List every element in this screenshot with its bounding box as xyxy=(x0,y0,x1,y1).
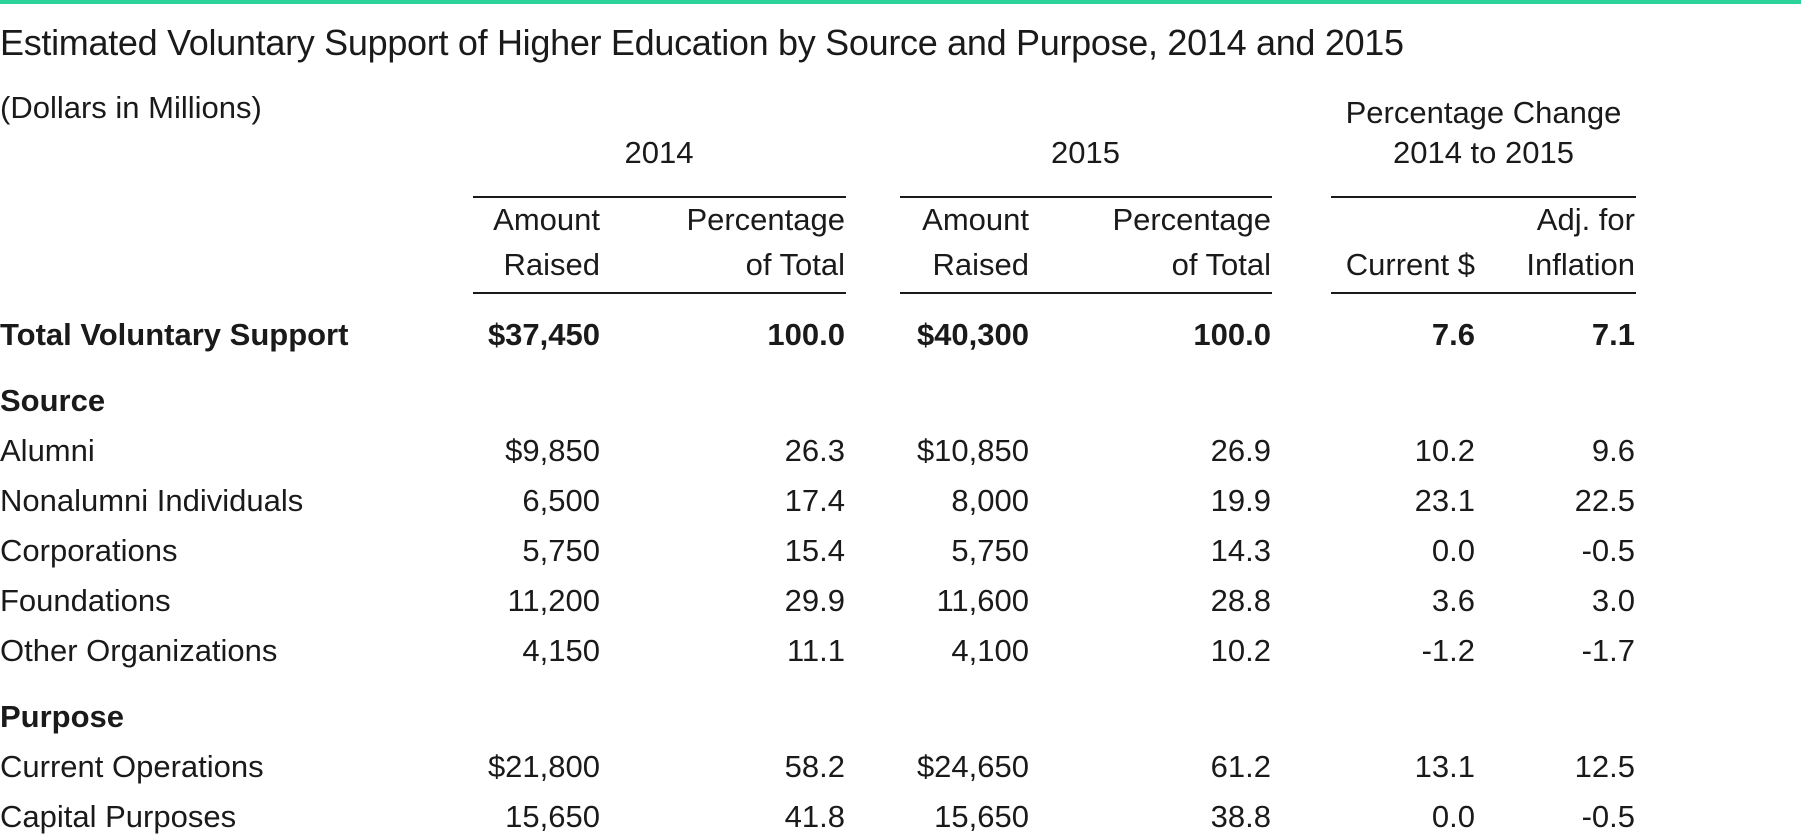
cell-amount-2015: $10,850 xyxy=(916,433,1029,468)
row-label: Foundations xyxy=(0,583,171,618)
header-current-dollars: Current $ xyxy=(1345,247,1475,282)
rule-2015-group xyxy=(900,196,1272,198)
cell-amount-2014: 15,650 xyxy=(505,799,600,834)
cell-pct-2014: 15.4 xyxy=(784,533,845,568)
header-pct-2014-line2: of Total xyxy=(745,247,845,282)
cell-pct-2015: 19.9 xyxy=(1210,483,1271,518)
cell-change-adj: -0.5 xyxy=(1581,799,1635,834)
cell-amount-2015: 11,600 xyxy=(936,583,1029,618)
header-amount-2015-line1: Amount xyxy=(922,202,1029,237)
header-pct-2014-line1: Percentage xyxy=(686,202,845,237)
header-amount-2015-line2: Raised xyxy=(932,247,1029,282)
top-accent-rule xyxy=(0,0,1801,4)
cell-change-current: 13.1 xyxy=(1414,749,1475,784)
cell-change-adj: -1.7 xyxy=(1581,633,1635,668)
cell-change-adj: 3.0 xyxy=(1591,583,1635,618)
cell-change-current: 3.6 xyxy=(1431,583,1475,618)
cell-pct-2014: 100.0 xyxy=(767,317,845,352)
cell-amount-2014: 5,750 xyxy=(522,533,600,568)
row-label: Nonalumni Individuals xyxy=(0,483,304,518)
row-label: Total Voluntary Support xyxy=(0,317,349,352)
header-pct-change-line1: Percentage Change xyxy=(1345,95,1622,130)
rule-2014-columns xyxy=(473,292,846,294)
cell-pct-2015: 61.2 xyxy=(1210,749,1271,784)
rule-2014-group xyxy=(473,196,846,198)
cell-amount-2015: 15,650 xyxy=(934,799,1029,834)
cell-change-current: 0.0 xyxy=(1431,533,1475,568)
cell-amount-2014: $21,800 xyxy=(487,749,600,784)
cell-pct-2014: 41.8 xyxy=(784,799,845,834)
cell-pct-2015: 26.9 xyxy=(1210,433,1271,468)
cell-change-adj: 9.6 xyxy=(1591,433,1635,468)
section-heading-source: Source xyxy=(0,383,106,418)
cell-change-current: 0.0 xyxy=(1431,799,1475,834)
cell-amount-2015: $40,300 xyxy=(916,317,1029,352)
cell-pct-2014: 29.9 xyxy=(784,583,845,618)
cell-amount-2015: 8,000 xyxy=(951,483,1029,518)
row-label: Current Operations xyxy=(0,749,264,784)
table-subtitle: (Dollars in Millions) xyxy=(0,90,262,125)
rule-change-group xyxy=(1331,196,1636,198)
cell-amount-2015: 4,100 xyxy=(951,633,1029,668)
cell-pct-2014: 58.2 xyxy=(784,749,845,784)
header-amount-2014-line1: Amount xyxy=(493,202,600,237)
cell-pct-2015: 10.2 xyxy=(1210,633,1271,668)
cell-change-current: 23.1 xyxy=(1414,483,1475,518)
cell-amount-2014: $37,450 xyxy=(487,317,600,352)
row-label: Corporations xyxy=(0,533,178,568)
cell-change-adj: 12.5 xyxy=(1574,749,1635,784)
cell-amount-2015: 5,750 xyxy=(951,533,1029,568)
header-year-2014: 2014 xyxy=(624,135,694,170)
cell-change-current: 10.2 xyxy=(1414,433,1475,468)
header-amount-2014-line2: Raised xyxy=(503,247,600,282)
cell-change-current: 7.6 xyxy=(1431,317,1475,352)
row-label: Capital Purposes xyxy=(0,799,237,834)
cell-amount-2014: 11,200 xyxy=(507,583,600,618)
header-pct-2015-line2: of Total xyxy=(1171,247,1271,282)
cell-amount-2015: $24,650 xyxy=(916,749,1029,784)
header-year-2015: 2015 xyxy=(1051,135,1120,170)
header-adj-line2: Inflation xyxy=(1526,247,1635,282)
cell-amount-2014: 6,500 xyxy=(522,483,600,518)
row-label: Other Organizations xyxy=(0,633,278,668)
cell-amount-2014: 4,150 xyxy=(522,633,600,668)
header-adj-line1: Adj. for xyxy=(1536,202,1635,237)
cell-pct-2015: 14.3 xyxy=(1210,533,1271,568)
table-title: Estimated Voluntary Support of Higher Education by Source and Purpose, 2014 and 2015 xyxy=(0,22,1404,63)
cell-change-adj: -0.5 xyxy=(1581,533,1635,568)
rule-change-columns xyxy=(1331,292,1636,294)
cell-change-current: -1.2 xyxy=(1421,633,1475,668)
cell-change-adj: 7.1 xyxy=(1591,317,1635,352)
cell-amount-2014: $9,850 xyxy=(505,433,600,468)
cell-pct-2015: 100.0 xyxy=(1193,317,1271,352)
cell-change-adj: 22.5 xyxy=(1574,483,1635,518)
header-pct-change-line2: 2014 to 2015 xyxy=(1392,135,1574,170)
rule-2015-columns xyxy=(900,292,1272,294)
cell-pct-2014: 26.3 xyxy=(784,433,845,468)
row-label: Alumni xyxy=(0,433,95,468)
cell-pct-2014: 11.1 xyxy=(786,633,845,668)
cell-pct-2015: 28.8 xyxy=(1210,583,1271,618)
cell-pct-2015: 38.8 xyxy=(1210,799,1271,834)
cell-pct-2014: 17.4 xyxy=(784,483,845,518)
header-pct-2015-line1: Percentage xyxy=(1112,202,1271,237)
section-heading-purpose: Purpose xyxy=(0,699,125,734)
